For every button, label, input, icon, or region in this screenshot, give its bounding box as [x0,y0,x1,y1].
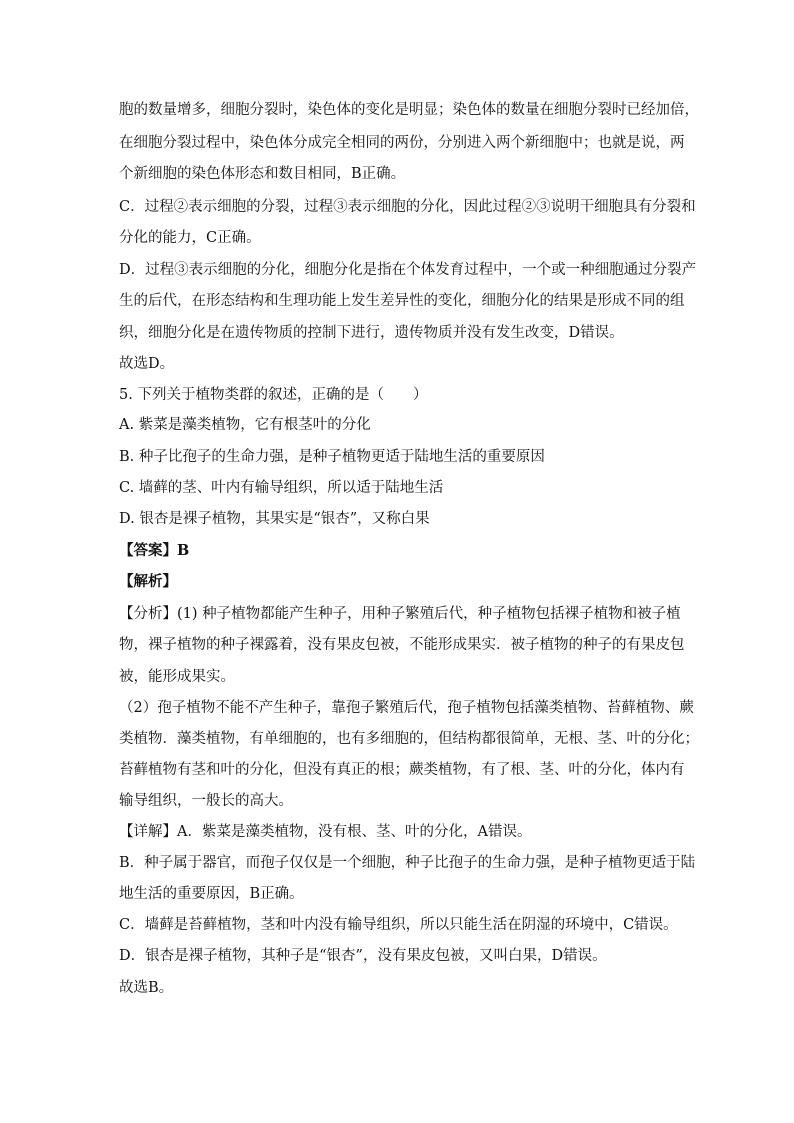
option-b: B. 种子比孢子的生命力强，是种子植物更适于陆地生活的重要原因 [119,449,545,465]
text-line: 【详解】A．紫菜是藻类植物，没有根、茎、叶的分化，A错误。 [119,824,532,840]
analysis-heading: 【解析】 [119,573,177,590]
text-line: 织，细胞分化是在遗传物质的控制下进行，遗传物质并没有发生改变，D错误。 [119,325,624,341]
text-line: （2）孢子植物不能不产生种子，靠孢子繁殖后代，孢子植物包括藻类植物、苔藓植物、蕨 [119,700,694,716]
text-line: C．过程②表示细胞的分裂，过程③表示细胞的分化，因此过程②③说明干细胞具有分裂和 [119,199,696,215]
text-line: C．墙藓是苔藓植物，茎和叶内没有输导组织，所以只能生活在阴湿的环境中，C错误。 [119,917,678,933]
option-d: D. 银杏是裸子植物，其果实是“银杏”，又称白果 [119,511,430,527]
text-line: 被，能形成果实。 [119,669,235,685]
text-line: D．过程③表示细胞的分化，细胞分化是指在个体发育过程中，一个或一种细胞通过分裂产 [119,262,697,278]
text-line: 苔藓植物有茎和叶的分化，但没有真正的根；蕨类植物，有了根、茎、叶的分化，体内有 [119,762,685,778]
text-line: 分化的能力，C正确。 [119,230,261,246]
text-line: 【分析】(1) 种子植物都能产生种子，用种子繁殖后代，种子植物包括裸子植物和被子植 [119,606,681,622]
text-line: 类植物．藻类植物，有单细胞的，也有多细胞的，但结构都很简单，无根、茎、叶的分化； [119,731,699,747]
option-a: A. 紫菜是藻类植物，它有根茎叶的分化 [119,417,371,433]
text-line: 地生活的重要原因，B正确。 [119,886,304,902]
text-line: 在细胞分裂过程中，染色体分成完全相同的两份，分别进入两个新细胞中；也就是说，两 [119,135,685,151]
answer-line: 【答案】B [119,542,190,559]
text-line: 胞的数量增多，细胞分裂时，染色体的变化是明显；染色体的数量在细胞分裂时已经加倍， [119,102,699,118]
text-line: 个新细胞的染色体形态和数目相同，B正确。 [119,166,406,182]
text-line: D．银杏是裸子植物，其种子是“银杏”，没有果皮包被，又叫白果，D错误。 [119,948,607,964]
text-line: B．种子属于器官，而孢子仅仅是一个细胞，种子比孢子的生命力强，是种子植物更适于陆 [119,855,696,871]
text-line: 物，裸子植物的种子裸露着，没有果皮包被，不能形成果实．被子植物的种子的有果皮包 [119,637,685,653]
text-line: 故选D。 [119,356,175,372]
text-line: 生的后代，在形态结构和生理功能上发生差异性的变化，细胞分化的结果是形成不同的组 [119,293,685,309]
option-c: C. 墙藓的茎、叶内有输导组织，所以适于陆地生活 [119,480,444,496]
text-line: 故选B。 [119,980,174,996]
question-stem: 5. 下列关于植物类群的叙述，正确的是（ ） [119,387,428,403]
text-line: 输导组织，一般长的高大。 [119,793,293,809]
